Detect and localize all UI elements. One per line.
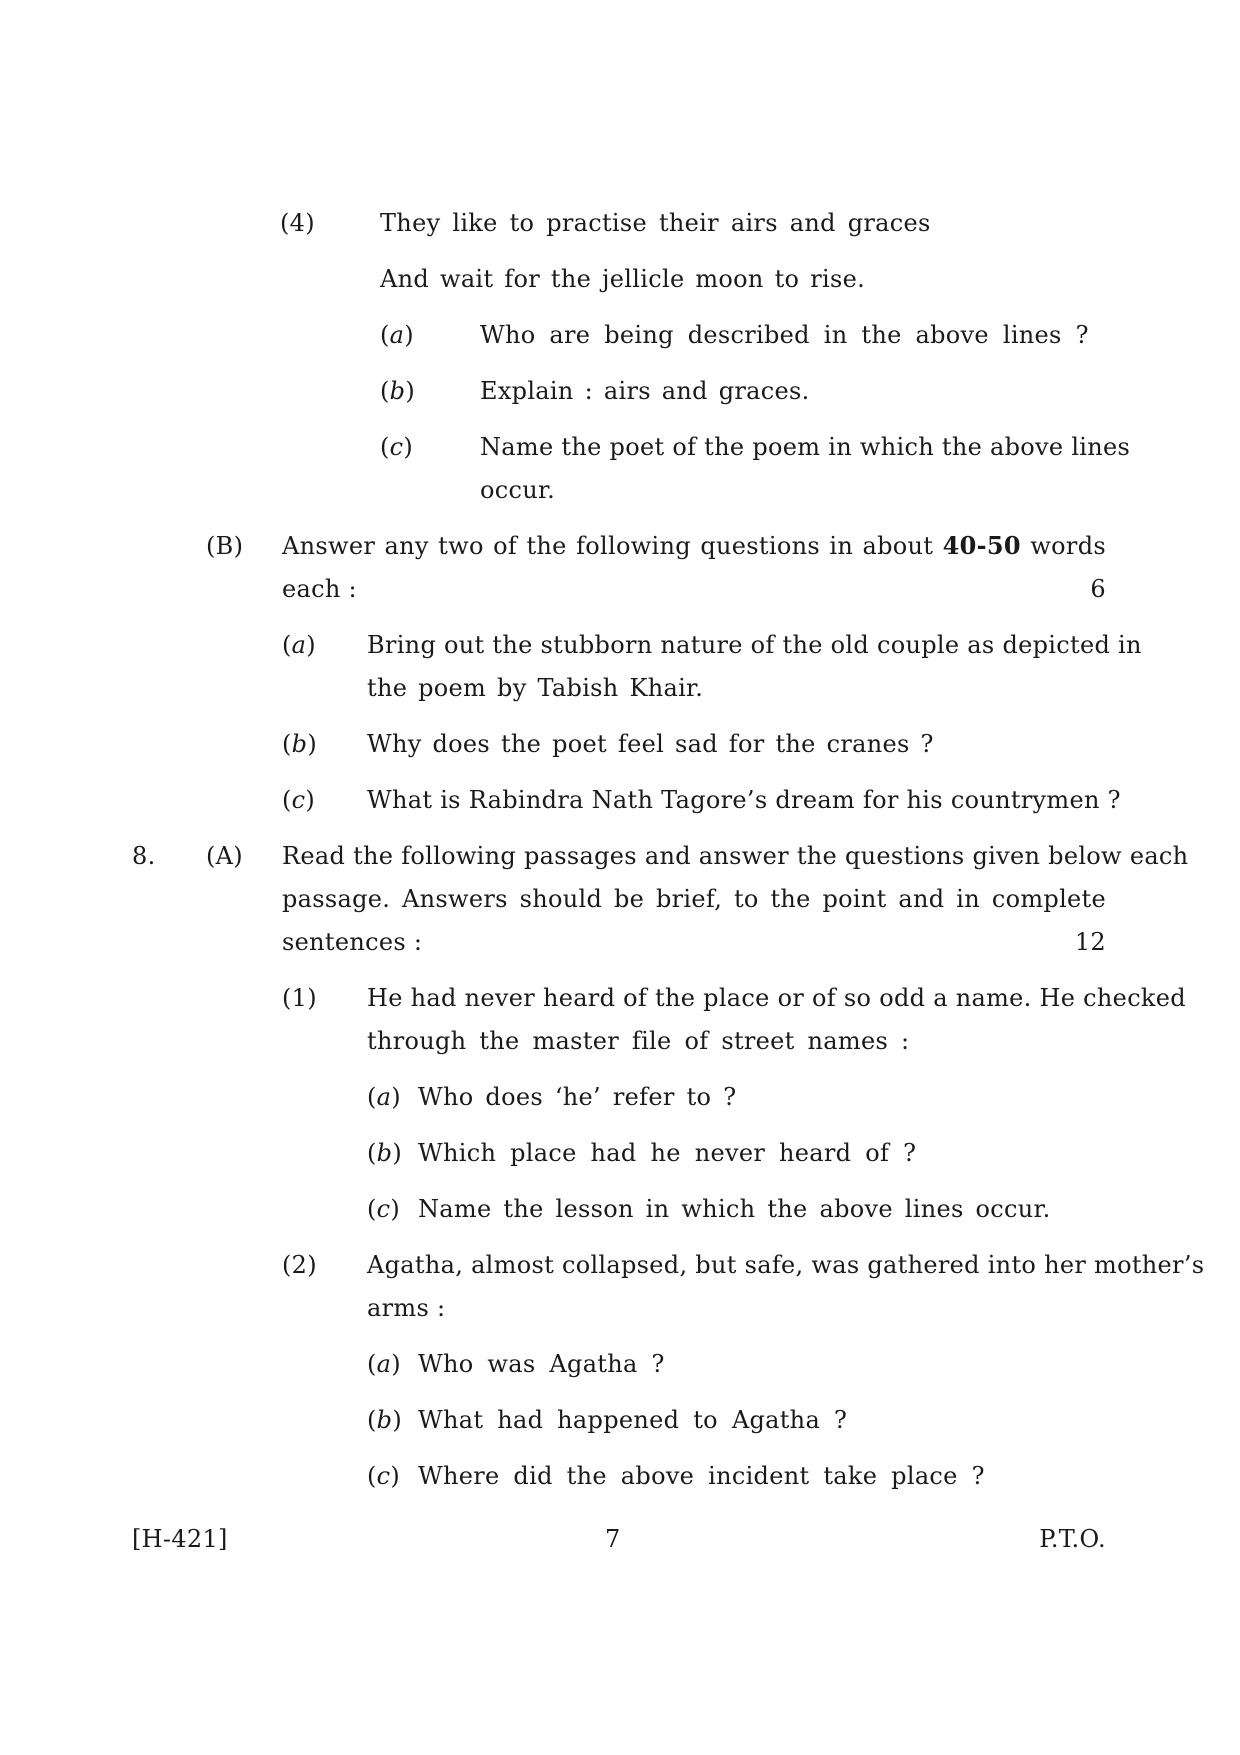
passage-1-sub-c-label: (c) [367, 1195, 401, 1223]
section-b-label: (B) [206, 532, 244, 560]
passage-2-number: (2) [282, 1251, 317, 1279]
section-b-q-a-text-line-2: the poem by Tabish Khair. [367, 674, 704, 702]
section-a-instruction-line-3: sentences : [282, 928, 423, 956]
passage-2-sub-a-label: (a) [367, 1350, 401, 1378]
passage-4-number: (4) [280, 209, 315, 237]
paper-code: [H-421] [132, 1525, 228, 1553]
passage-1-sub-a-label: (a) [367, 1083, 401, 1111]
section-b-instruction-line-2: each : [282, 575, 357, 603]
passage-2-sub-c-text: Where did the above incident take place ? [418, 1462, 985, 1490]
section-b-q-c-text: What is Rabindra Nath Tagore’s dream for his countrymen ? [367, 786, 1121, 814]
section-a-instruction-line-2: passage. Answers should be brief, to the point and in complete [282, 885, 1106, 913]
passage-1-sub-b-text: Which place had he never heard of ? [418, 1139, 917, 1167]
passage-1-line-1: He had never heard of the place or of so odd a name. He checked [367, 984, 1186, 1012]
section-b-marks: 6 [1090, 575, 1106, 603]
passage-4-line-1: They like to practise their airs and graces [380, 209, 931, 237]
passage-4-sub-a-label: (a) [380, 321, 414, 349]
passage-2-sub-b-text: What had happened to Agatha ? [418, 1406, 848, 1434]
passage-1-sub-a-text: Who does ‘he’ refer to ? [418, 1083, 737, 1111]
section-a-marks: 12 [1074, 928, 1106, 956]
passage-4-sub-b-text: Explain : airs and graces. [480, 377, 810, 405]
passage-1-line-2: through the master file of street names : [367, 1027, 910, 1055]
passage-4-sub-c-text-line-1: Name the poet of the poem in which the above lines [480, 433, 1131, 461]
section-b-instruction-line-1: Answer any two of the following questions in about 40-50 words [282, 531, 1106, 560]
section-b-q-a-label: (a) [282, 631, 316, 659]
passage-4-sub-b-label: (b) [380, 377, 416, 405]
question-8-number: 8. [132, 842, 156, 870]
passage-2-line-1: Agatha, almost collapsed, but safe, was gathered into her mother’s [367, 1251, 1205, 1279]
passage-1-sub-c-text: Name the lesson in which the above lines occur. [418, 1195, 1051, 1223]
passage-2-sub-b-label: (b) [367, 1406, 403, 1434]
passage-1-number: (1) [282, 984, 317, 1012]
section-b-q-b-label: (b) [282, 730, 318, 758]
section-b-q-a-text-line-1: Bring out the stubborn nature of the old couple as depicted in [367, 631, 1142, 659]
section-b-q-c-label: (c) [282, 786, 316, 814]
passage-2-sub-c-label: (c) [367, 1462, 401, 1490]
passage-4-sub-c-text-line-2: occur. [480, 476, 556, 504]
page-number: 7 [605, 1525, 621, 1553]
section-a-instruction-line-1: Read the following passages and answer the questions given below each [282, 842, 1189, 870]
passage-1-sub-b-label: (b) [367, 1139, 403, 1167]
passage-2-line-2: arms : [367, 1294, 446, 1322]
passage-4-sub-c-label: (c) [380, 433, 414, 461]
passage-4-sub-a-text: Who are being described in the above lines ? [480, 321, 1089, 349]
pto-label: P.T.O. [1039, 1525, 1106, 1553]
passage-2-sub-a-text: Who was Agatha ? [418, 1350, 665, 1378]
section-b-q-b-text: Why does the poet feel sad for the cranes ? [367, 730, 934, 758]
passage-4-line-2: And wait for the jellicle moon to rise. [380, 265, 866, 293]
section-a-label: (A) [206, 842, 243, 870]
